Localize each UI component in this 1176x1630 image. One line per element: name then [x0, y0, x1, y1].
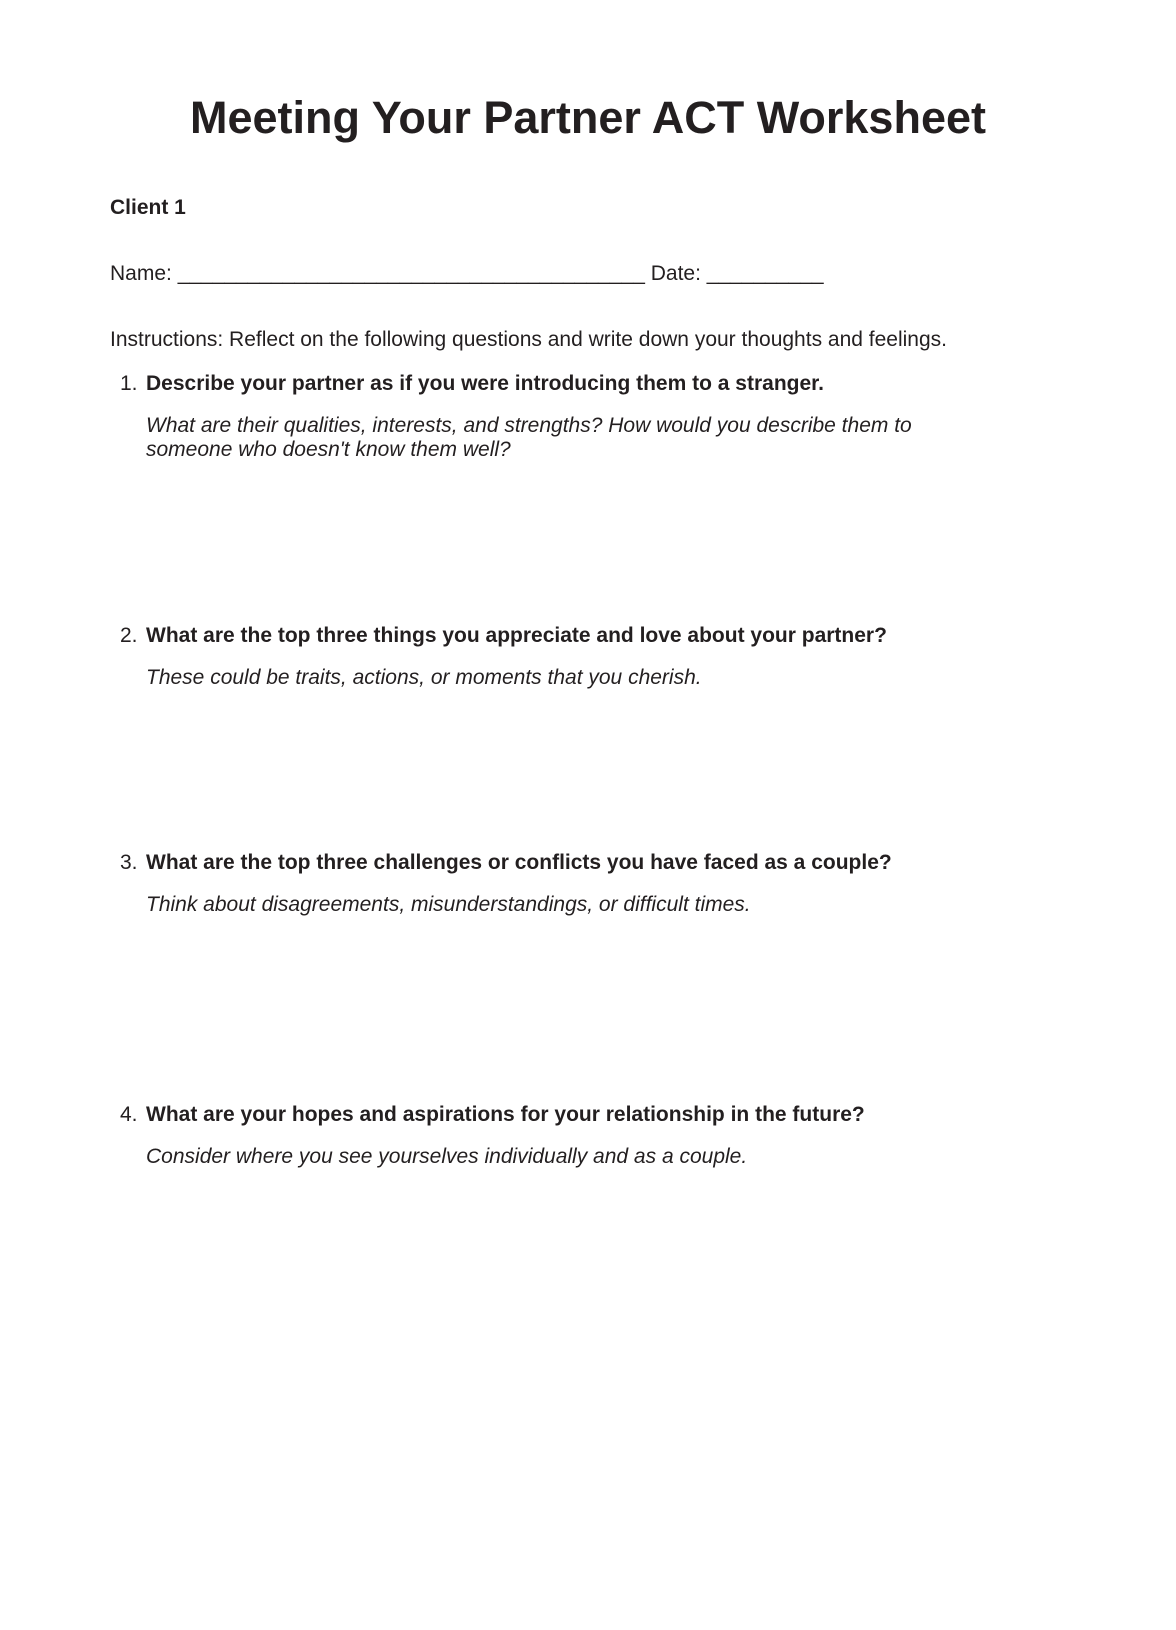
question-hint: Think about disagreements, misunderstandings, or difficult times.: [146, 893, 751, 916]
question-number: 2.: [120, 624, 138, 647]
question-number: 4.: [120, 1103, 138, 1126]
question-hint: What are their qualities, interests, and strengths? How would you describe them to someone who doesn't know them well?: [146, 414, 912, 461]
date-label: Date:: [650, 262, 701, 285]
name-label: Name:: [110, 262, 172, 285]
page-title: Meeting Your Partner ACT Worksheet: [190, 92, 986, 143]
name-blank[interactable]: ________________________________________: [177, 262, 645, 285]
name-date-row: [110, 262, 824, 286]
question-text: What are the top three things you appreciate and love about your partner?: [146, 624, 887, 647]
instructions: Instructions: Reflect on the following questions and write down your thoughts and feelings.: [110, 328, 947, 351]
question-hint: Consider where you see yourselves individually and as a couple.: [146, 1145, 748, 1168]
question-text: Describe your partner as if you were introducing them to a stranger.: [146, 372, 824, 395]
question-number: 1.: [120, 372, 138, 395]
question-number: 3.: [120, 851, 138, 874]
question-hint: These could be traits, actions, or moments that you cherish.: [146, 666, 702, 689]
question-text: What are your hopes and aspirations for your relationship in the future?: [146, 1103, 865, 1126]
client-label: Client 1: [110, 196, 186, 219]
date-blank[interactable]: __________: [706, 262, 824, 285]
question-text: What are the top three challenges or conflicts you have faced as a couple?: [146, 851, 892, 874]
